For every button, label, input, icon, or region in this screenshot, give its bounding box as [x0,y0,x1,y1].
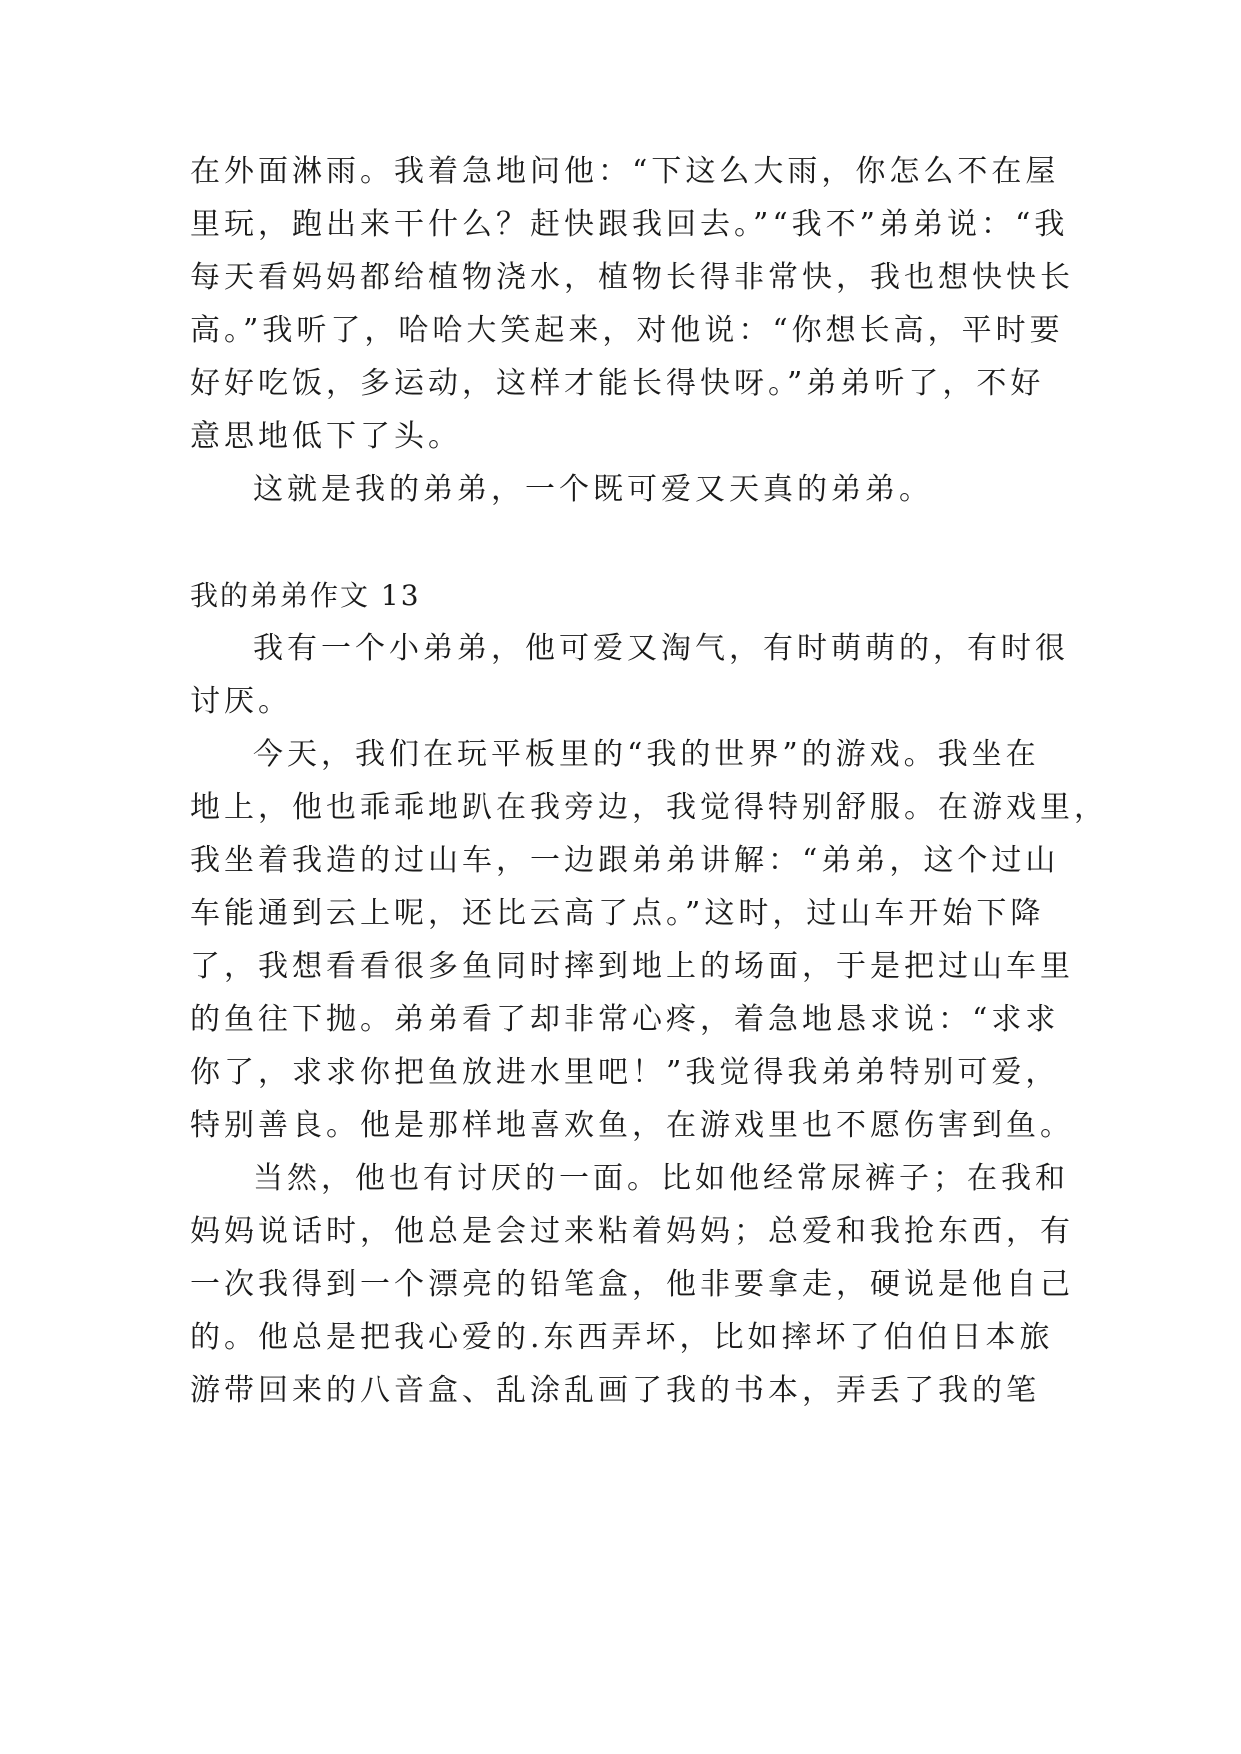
text-line: 好好吃饭，多运动，这样才能长得快呀。”弟弟听了，不好 [190,366,1045,401]
text-line: 高。”我听了，哈哈大笑起来，对他说：“你想长高，平时要 [190,313,1064,348]
text-line: 地上，他也乖乖地趴在我旁边，我觉得特别舒服。在游戏里， [190,790,1108,825]
text-line: 你了，求求你把鱼放进水里吧！”我觉得我弟弟特别可爱， [190,1055,1060,1090]
text-line: 游带回来的八音盒、乱涂乱画了我的书本，弄丢了我的笔 [190,1373,1040,1408]
text-line: 里玩，跑出来干什么？赶快跟我回去。”“我不”弟弟说：“我 [190,207,1069,242]
text-line: 我坐着我造的过山车，一边跟弟弟讲解：“弟弟，这个过山 [190,843,1060,878]
text-line: 意思地低下了头。 [190,419,462,454]
text-line: 每天看妈妈都给植物浇水，植物长得非常快，我也想快快长 [190,260,1074,295]
text-line: 了，我想看看很多鱼同时摔到地上的场面，于是把过山车里 [190,949,1074,984]
text-line: 讨厌。 [190,684,292,719]
section-heading: 我的弟弟作文 13 [190,579,421,612]
paragraph-first-line: 今天，我们在玩平板里的“我的世界”的游戏。我坐在 [253,737,1040,772]
text-line: 特别善良。他是那样地喜欢鱼，在游戏里也不愿伤害到鱼。 [190,1108,1074,1143]
text-line: 在外面淋雨。我着急地问他：“下这么大雨，你怎么不在屋 [190,154,1060,189]
text-line: 一次我得到一个漂亮的铅笔盒，他非要拿走，硬说是他自己 [190,1267,1074,1302]
text-line: 的。他总是把我心爱的.东西弄坏，比如摔坏了伯伯日本旅 [190,1320,1054,1355]
paragraph-first-line: 这就是我的弟弟，一个既可爱又天真的弟弟。 [253,472,933,507]
paragraph-first-line: 当然，他也有讨厌的一面。比如他经常尿裤子；在我和 [253,1161,1069,1196]
text-line: 的鱼往下抛。弟弟看了却非常心疼，着急地恳求说：“求求 [190,1002,1060,1037]
text-line: 妈妈说话时，他总是会过来粘着妈妈；总爱和我抢东西，有 [190,1214,1074,1249]
paragraph-first-line: 我有一个小弟弟，他可爱又淘气，有时萌萌的，有时很 [253,631,1069,666]
text-line: 车能通到云上呢，还比云高了点。”这时，过山车开始下降 [190,896,1045,931]
